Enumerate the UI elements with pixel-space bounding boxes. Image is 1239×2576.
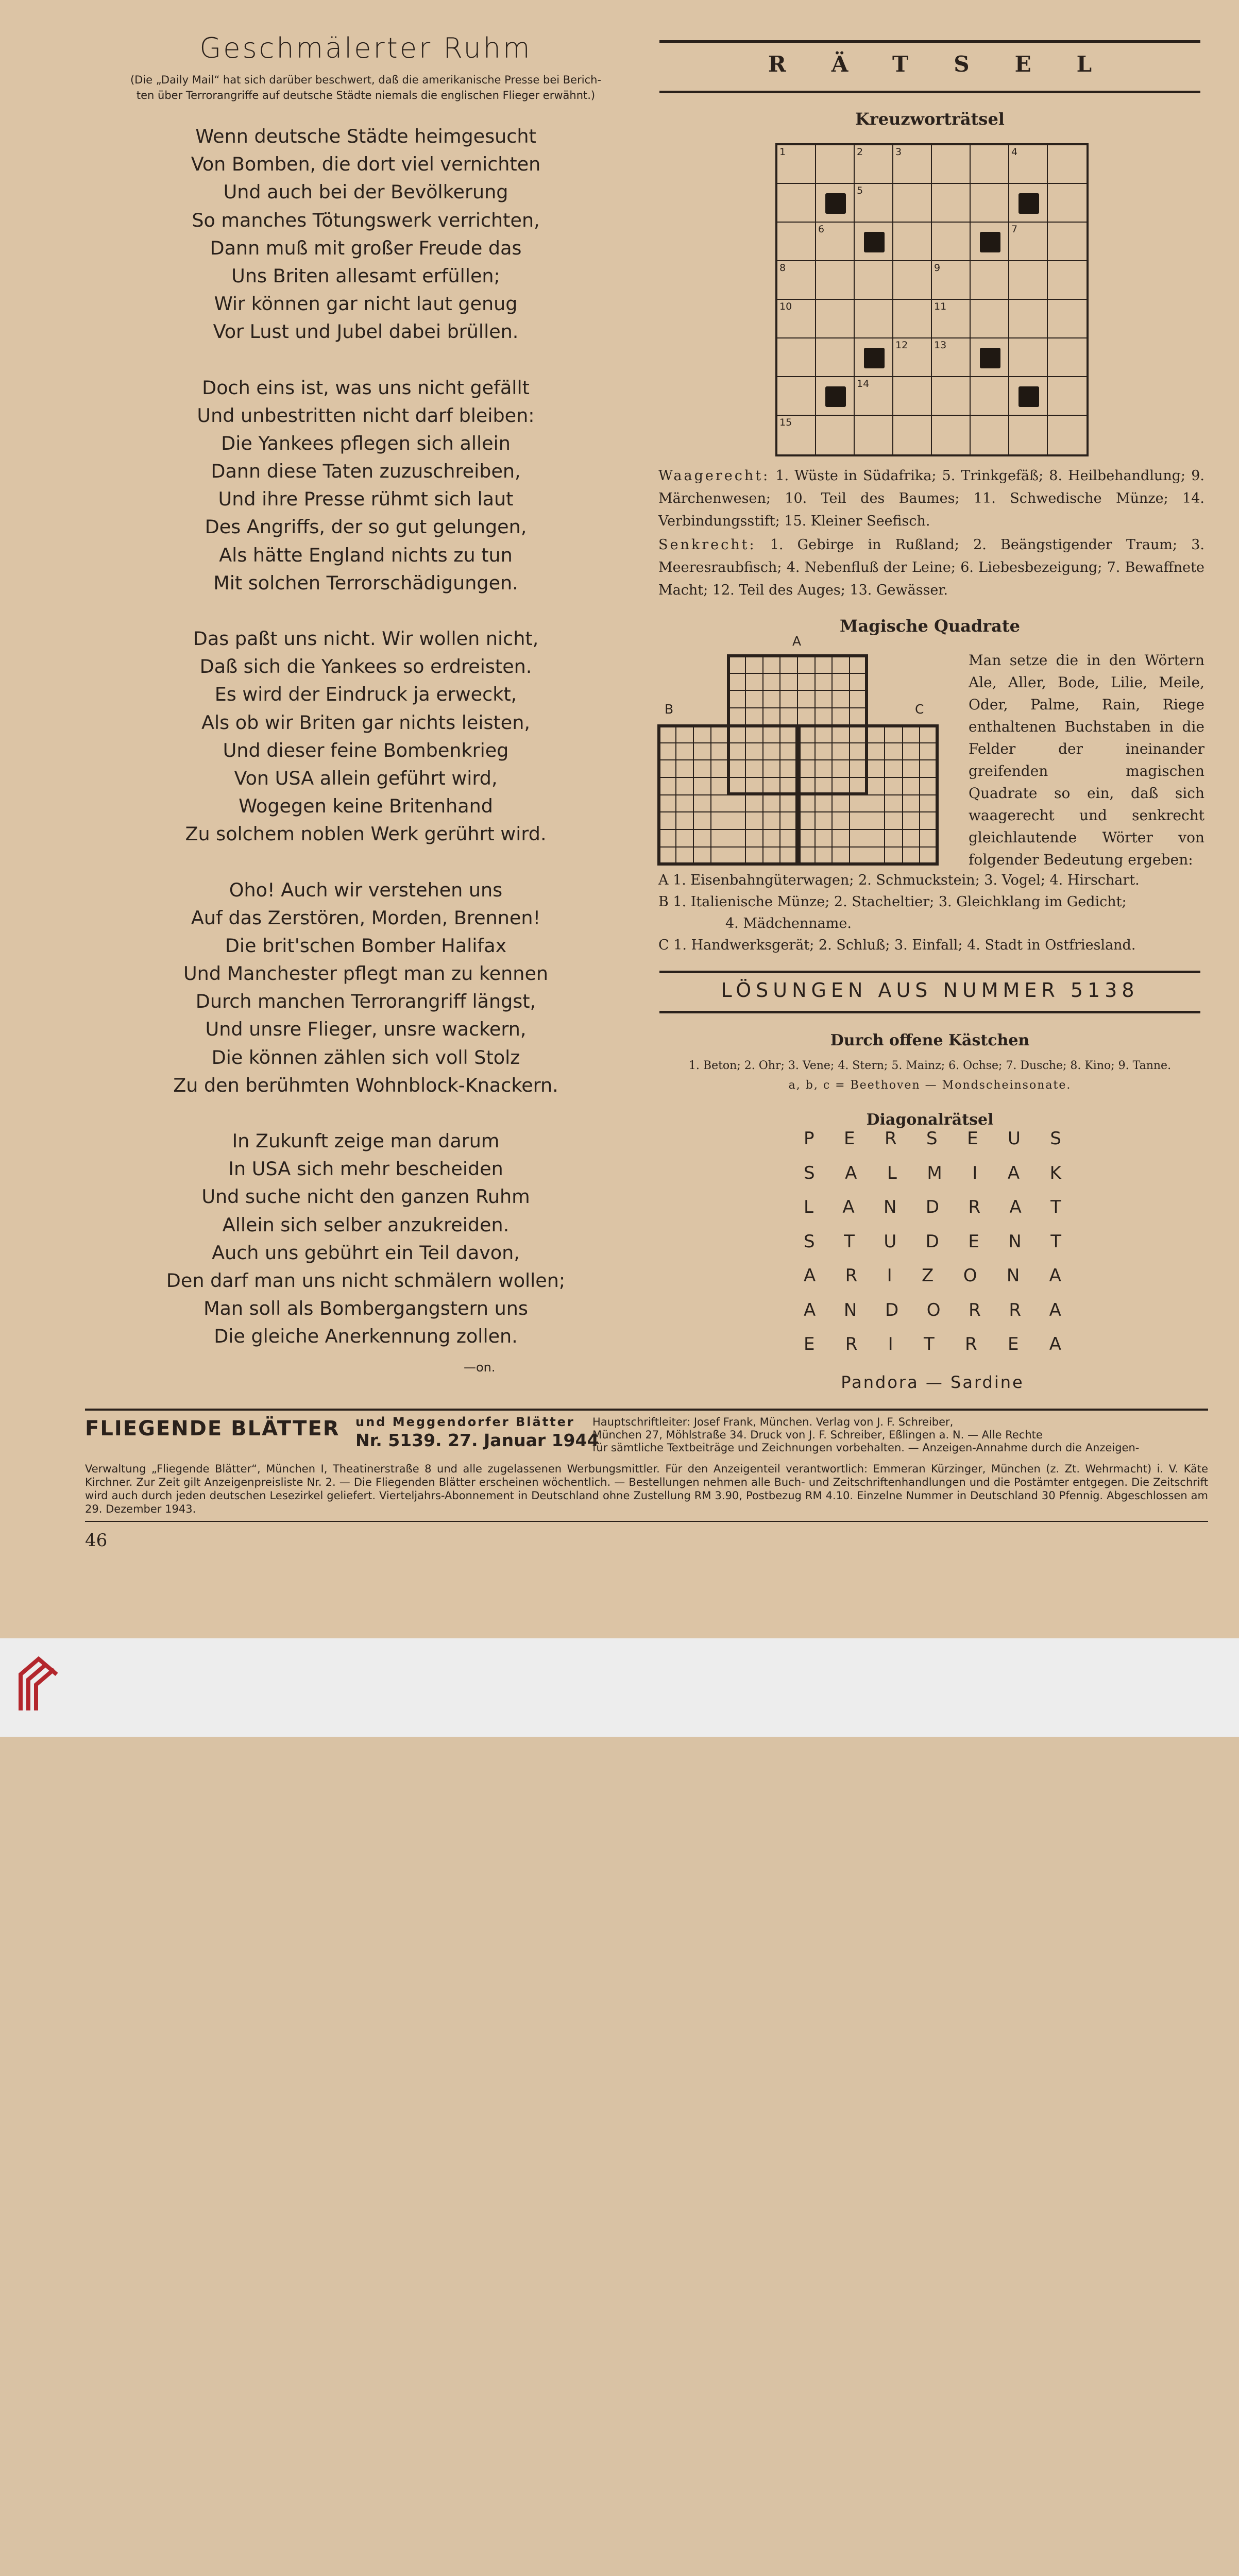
poem-line: Zu den berühmten Wohnblock-Knackern. <box>173 1074 558 1096</box>
crossword-cell[interactable] <box>777 223 816 261</box>
imprint <box>592 1416 1208 1454</box>
diag-answer: Pandora — Sardine <box>841 1372 1024 1392</box>
crossword-cell[interactable] <box>816 377 855 416</box>
poem-line: In USA sich mehr bescheiden <box>228 1158 503 1180</box>
crossword-cell[interactable] <box>777 300 816 338</box>
crossword-down-clues <box>658 534 1204 602</box>
crossword-cell[interactable] <box>971 416 1009 454</box>
crossword-cell-number: 15 <box>779 417 792 428</box>
crossword-cell[interactable] <box>893 377 932 416</box>
crossword-cell[interactable] <box>893 416 932 454</box>
crossword-grid[interactable] <box>775 143 1089 456</box>
crossword-cell[interactable] <box>1048 261 1087 300</box>
diag-letter: R <box>1009 1299 1022 1320</box>
crossword-black-square <box>825 386 846 407</box>
poem-line: Uns Briten allesamt erfüllen; <box>231 264 500 287</box>
imprint-line-2: München 27, Möhlstraße 34. Druck von J. F. Schreiber, Eßlingen a. N. — Alle Rechte <box>592 1429 1043 1441</box>
crossword-cell-number: 11 <box>934 301 947 312</box>
crossword-cell[interactable] <box>816 184 855 223</box>
poem-line: Des Angriffs, der so gut gelungen, <box>205 516 527 538</box>
crossword-black-square <box>980 348 1000 368</box>
diag-row <box>804 1197 1061 1231</box>
crossword-cell[interactable] <box>893 300 932 338</box>
poem-line: Und dieser feine Bombenkrieg <box>223 739 509 761</box>
diag-letter: L <box>887 1162 897 1183</box>
diag-letter: I <box>887 1265 892 1286</box>
crossword-cell[interactable] <box>777 145 816 184</box>
crossword-cell[interactable] <box>1048 223 1087 261</box>
raetsel-rule-bottom <box>659 91 1200 93</box>
crossword-cell[interactable] <box>971 223 1009 261</box>
crossword-cell[interactable] <box>1048 338 1087 377</box>
diag-letter: A <box>1049 1265 1061 1286</box>
crossword-cell[interactable] <box>971 300 1009 338</box>
across-text: 1. Wüste in Südafrika; 5. Trinkgefäß; 8. Heilbehandlung; 9. Märchenwesen; 10. Teil des Baumes; 11. Schwedische Münze; 14. Verbindungsstift; 15. Kleiner Seefisch. <box>658 468 1204 529</box>
crossword-cell-number: 10 <box>779 301 792 312</box>
diag-letter: T <box>1050 1197 1061 1217</box>
diag-letter: M <box>927 1162 942 1183</box>
poem-line: Es wird der Eindruck ja erweckt, <box>214 683 517 706</box>
crossword-cell[interactable] <box>855 145 893 184</box>
across-label: Waagerecht: <box>658 468 770 484</box>
crossword-cell-number: 2 <box>857 146 863 158</box>
crossword-cell[interactable] <box>893 261 932 300</box>
diag-letter: U <box>884 1231 897 1252</box>
poem-line: Von Bomben, die dort viel vernichten <box>191 153 541 176</box>
poem-line: Die brit'schen Bomber Halifax <box>225 934 507 957</box>
diag-letter: O <box>963 1265 977 1286</box>
footer-rule <box>85 1409 1208 1411</box>
crossword-cell-number: 3 <box>895 146 902 158</box>
crossword-cell[interactable] <box>816 223 855 261</box>
crossword-cell[interactable] <box>816 300 855 338</box>
diag-letter: R <box>884 1128 897 1149</box>
crossword-cell[interactable] <box>932 377 971 416</box>
crossword-cell[interactable] <box>932 145 971 184</box>
page-number: 46 <box>85 1530 108 1551</box>
diag-letter: A <box>804 1299 816 1320</box>
magic-label-b: B <box>665 702 674 717</box>
poem-line: Und suche nicht den ganzen Ruhm <box>201 1185 530 1208</box>
magic-instructions: Man setze die in den Wörtern Ale, Aller, Bode, Lilie, Meile, Oder, Palme, Rain, Riege enthaltenen Buchstaben in die Felder der ineinander greifenden magischen Quadrate so ein, daß sich waagerecht und senkrecht gleichlautende Wörter von folgender Bedeutung ergeben: <box>969 652 1204 868</box>
diag-letter: D <box>885 1299 899 1320</box>
poem-line: Oho! Auch wir verstehen uns <box>229 878 503 901</box>
crossword-black-square <box>980 232 1000 252</box>
poem-line: Und unsre Flieger, unsre wackern, <box>205 1018 527 1041</box>
diag-letter: L <box>804 1197 813 1217</box>
library-logo-icon <box>15 1654 61 1716</box>
crossword-cell-number: 6 <box>818 224 825 235</box>
poem-line: Die Yankees pflegen sich allein <box>221 432 511 454</box>
poem-subtitle-line-1: (Die „Daily Mail“ hat sich darüber beschwert, daß die amerikanische Presse bei Berich- <box>130 74 602 86</box>
diag-letter: T <box>923 1334 935 1354</box>
crossword-cell[interactable] <box>971 184 1009 223</box>
poem-line: Dann muß mit großer Freude das <box>210 236 522 259</box>
poem-line: Man soll als Bombergangstern uns <box>203 1297 528 1320</box>
poem-subtitle <box>77 72 654 103</box>
crossword-cell[interactable] <box>971 338 1009 377</box>
crossword-cell[interactable] <box>893 184 932 223</box>
crossword-cell[interactable] <box>971 377 1009 416</box>
poem-line: Vor Lust und Jubel dabei brüllen. <box>213 320 519 343</box>
poem-line: Wir können gar nicht laut genug <box>214 293 518 315</box>
diag-letter: A <box>1009 1197 1022 1217</box>
crossword-cell[interactable] <box>932 338 971 377</box>
diag-letter: R <box>845 1265 858 1286</box>
imprint-line-3: für sämtliche Textbeiträge und Zeichnungen vorbehalten. — Anzeigen-Annahme durch die Anzeigen- <box>592 1442 1140 1454</box>
crossword-cell[interactable] <box>855 338 893 377</box>
crossword-cell[interactable] <box>816 145 855 184</box>
crossword-cell[interactable] <box>1048 300 1087 338</box>
crossword-cell[interactable] <box>893 223 932 261</box>
crossword-cell[interactable] <box>777 416 816 454</box>
magic-clue-c: C 1. Handwerksgerät; 2. Schluß; 3. Einfall; 4. Stadt in Ostfriesland. <box>658 937 1136 953</box>
imprint-line-1: Hauptschriftleiter: Josef Frank, München. Verlag von J. F. Schreiber, <box>592 1416 954 1428</box>
poem-stanza <box>77 876 654 1100</box>
magic-heading: Magische Quadrate <box>840 616 1020 636</box>
diag-row <box>804 1128 1061 1163</box>
issue-line: Nr. 5139. 27. Januar 1944 <box>355 1430 599 1450</box>
crossword-cell[interactable] <box>932 416 971 454</box>
footer-rule-bottom <box>85 1521 1208 1522</box>
crossword-cell[interactable] <box>855 377 893 416</box>
diag-letter: N <box>884 1197 897 1217</box>
crossword-cell[interactable] <box>1009 300 1048 338</box>
loesungen-heading: LÖSUNGEN AUS NUMMER 5138 <box>721 979 1139 1002</box>
crossword-heading: Kreuzworträtsel <box>855 109 1005 129</box>
crossword-cell[interactable] <box>855 261 893 300</box>
diag-letter: D <box>925 1231 939 1252</box>
poem-line: Und Manchester pflegt man zu kennen <box>183 962 549 985</box>
boxes-solution-key: a, b, c = Beethoven — Mondscheinsonate. <box>788 1079 1072 1092</box>
crossword-cell[interactable] <box>1009 145 1048 184</box>
poem-line: Und unbestritten nicht darf bleiben: <box>197 404 535 427</box>
magic-clue-b: B 1. Italienische Münze; 2. Stacheltier; 3. Gleichklang im Gedicht; <box>658 894 1127 910</box>
raetsel-heading: RÄTSEL <box>768 52 1138 77</box>
crossword-cell[interactable] <box>893 145 932 184</box>
crossword-cell[interactable] <box>1048 184 1087 223</box>
poem-line: Mit solchen Terrorschädigungen. <box>213 571 518 594</box>
down-label: Senkrecht: <box>658 537 756 553</box>
poem-line: Wogegen keine Britenhand <box>239 795 493 818</box>
poem-line: Dann diese Taten zuzuschreiben, <box>211 460 521 483</box>
diag-letter: N <box>1006 1265 1020 1286</box>
crossword-across-clues <box>658 465 1204 533</box>
boxes-solution: 1. Beton; 2. Ohr; 3. Vene; 4. Stern; 5. Mainz; 6. Ochse; 7. Dusche; 8. Kino; 9. Tanne. <box>688 1059 1172 1072</box>
diag-letter: N <box>1008 1231 1022 1252</box>
poem-line: Und ihre Presse rühmt sich laut <box>218 488 514 511</box>
diag-letter: S <box>926 1128 938 1149</box>
crossword-cell[interactable] <box>893 338 932 377</box>
crossword-cell[interactable] <box>855 184 893 223</box>
diag-letter: R <box>965 1334 977 1354</box>
poem-line: Durch manchen Terrorangriff längst, <box>195 990 536 1013</box>
diag-row <box>804 1231 1061 1266</box>
crossword-cell[interactable] <box>971 145 1009 184</box>
diag-letter: R <box>969 1299 981 1320</box>
down-text: 1. Gebirge in Rußland; 2. Beängstigender Traum; 3. Meeresraubfisch; 4. Nebenfluß der Leine; 6. Liebesbezeigung; 7. Bewaffnete Macht; 12. Teil des Auges; 13. Gewässer. <box>658 537 1204 598</box>
diag-letter: D <box>925 1197 940 1217</box>
poem-line: Den darf man uns nicht schmälern wollen; <box>166 1269 566 1292</box>
diag-row <box>804 1334 1061 1368</box>
poem-signature: —on. <box>464 1360 496 1375</box>
crossword-cell[interactable] <box>816 261 855 300</box>
poem-line: Und auch bei der Bevölkerung <box>223 181 508 204</box>
diag-letter: E <box>1007 1334 1019 1354</box>
diag-letter: S <box>804 1231 815 1252</box>
diag-letter: S <box>804 1162 815 1183</box>
poem-stanza <box>77 625 654 849</box>
poem-stanza <box>77 374 654 598</box>
diag-solution-grid <box>804 1128 1061 1368</box>
poem-stanza <box>77 1127 654 1351</box>
crossword-cell[interactable] <box>777 261 816 300</box>
diag-row <box>804 1265 1061 1300</box>
diag-letter: E <box>843 1128 855 1149</box>
crossword-cell-number: 13 <box>934 340 947 351</box>
magic-clues <box>658 870 1204 956</box>
publication-notes: Verwaltung „Fliegende Blätter“, München I, Theatinerstraße 8 und alle zugelassenen Werbungsmittler. Für den Anzeigenteil verantwortlich: Emmeran Kürzinger, München (z. Zt. Wehrmacht) i. V. Käte Kirchner. Zur Zeit gilt Anzeigenpreisliste Nr. 2. — Die Fliegenden Blätter erscheinen wöchentlich. — Bestellungen nehmen alle Buch- und Zeitschriftenhandlungen und die Postämter entgegen. Die Zeitschrift wird auch durch jeden deutschen Lesezirkel geliefert. Vierteljahrs-Abonnement in Deutschland ohne Zustellung RM 3.90, Postbezug RM 4.10. Einzelne Nummer in Deutschland 30 Pfennig. Abgeschlossen am 29. Dezember 1943. <box>85 1463 1208 1515</box>
diag-letter: R <box>845 1334 858 1354</box>
magazine-subtitle: und Meggendorfer Blätter <box>355 1415 575 1429</box>
diag-letter: E <box>968 1231 979 1252</box>
crossword-cell[interactable] <box>816 416 855 454</box>
raetsel-rule-top <box>659 40 1200 43</box>
poem-body <box>77 123 654 1379</box>
diag-letter: K <box>1049 1162 1061 1183</box>
poem-line: Als hätte England nichts zu tun <box>219 544 513 566</box>
diag-letter: E <box>804 1334 815 1354</box>
magic-squares-grid[interactable] <box>657 652 945 868</box>
diag-letter: A <box>845 1162 857 1183</box>
crossword-cell[interactable] <box>1009 416 1048 454</box>
crossword-cell[interactable] <box>1009 377 1048 416</box>
poem-line: Daß sich die Yankees so erdreisten. <box>199 655 532 678</box>
diag-letter: A <box>1049 1334 1061 1354</box>
viewer-footer-bar <box>0 1638 1239 1737</box>
magic-label-c: C <box>915 702 924 717</box>
crossword-cell[interactable] <box>1009 338 1048 377</box>
diag-row <box>804 1163 1061 1197</box>
diag-letter: E <box>967 1128 978 1149</box>
crossword-cell[interactable] <box>855 416 893 454</box>
crossword-cell[interactable] <box>932 261 971 300</box>
poem-line: Doch eins ist, was uns nicht gefällt <box>202 376 530 399</box>
crossword-cell-number: 9 <box>934 262 941 274</box>
diag-letter: I <box>888 1334 893 1354</box>
magic-clue-b-cont: 4. Mädchenname. <box>725 916 852 931</box>
crossword-cell-number: 7 <box>1011 224 1018 235</box>
crossword-black-square <box>1019 386 1039 407</box>
crossword-black-square <box>1019 193 1039 214</box>
diag-letter: N <box>843 1299 857 1320</box>
boxes-heading: Durch offene Kästchen <box>830 1031 1030 1049</box>
diag-row <box>804 1300 1061 1334</box>
diag-letter: T <box>1050 1231 1061 1252</box>
crossword-black-square <box>864 348 885 368</box>
diag-letter: P <box>804 1128 814 1149</box>
magazine-title: FLIEGENDE BLÄTTER <box>85 1417 340 1440</box>
crossword-cell-number: 8 <box>779 262 786 274</box>
poem-line: Von USA allein geführt wird, <box>234 767 498 789</box>
poem-stanza <box>77 123 654 346</box>
crossword-cell[interactable] <box>971 261 1009 300</box>
diag-letter: A <box>842 1197 855 1217</box>
poem-line: Das paßt uns nicht. Wir wollen nicht, <box>193 628 539 650</box>
crossword-cell[interactable] <box>1048 145 1087 184</box>
poem-line: Die können zählen sich voll Stolz <box>211 1046 520 1069</box>
poem-line: Zu solchem noblen Werk gerührt wird. <box>185 823 547 845</box>
crossword-cell[interactable] <box>932 184 971 223</box>
poem-line: Wenn deutsche Städte heimgesucht <box>195 125 536 147</box>
poem-line: Auch uns gebührt ein Teil davon, <box>212 1241 520 1264</box>
diag-letter: A <box>1049 1299 1061 1320</box>
crossword-cell[interactable] <box>1009 184 1048 223</box>
poem-subtitle-line-2: ten über Terrorangriffe auf deutsche Städte niemals die englischen Flieger erwähnt.) <box>136 89 596 101</box>
crossword-cell[interactable] <box>932 300 971 338</box>
crossword-cell[interactable] <box>1048 416 1087 454</box>
crossword-cell[interactable] <box>932 223 971 261</box>
magic-label-a: A <box>792 634 802 649</box>
diag-letter: A <box>1007 1162 1020 1183</box>
poem-line: Als ob wir Briten gar nichts leisten, <box>201 711 530 734</box>
diag-letter: Z <box>922 1265 934 1286</box>
crossword-cell-number: 1 <box>779 146 786 158</box>
diag-letter: S <box>1050 1128 1061 1149</box>
poem-line: Auf das Zerstören, Morden, Brennen! <box>191 906 541 929</box>
poem-title: Geschmälerter Ruhm <box>199 32 532 64</box>
crossword-cell[interactable] <box>777 184 816 223</box>
crossword-cell-number: 14 <box>857 378 870 389</box>
poem-line: Allein sich selber anzukreiden. <box>222 1213 510 1236</box>
poem-line: In Zukunft zeige man darum <box>232 1130 500 1152</box>
diag-letter: I <box>972 1162 978 1183</box>
crossword-cell[interactable] <box>1009 261 1048 300</box>
crossword-cell[interactable] <box>855 300 893 338</box>
crossword-cell[interactable] <box>816 338 855 377</box>
crossword-cell[interactable] <box>1009 223 1048 261</box>
magic-clue-a: A 1. Eisenbahngüterwagen; 2. Schmuckstein; 3. Vogel; 4. Hirschart. <box>658 872 1140 888</box>
poem-line: So manches Tötungswerk verrichten, <box>192 209 540 231</box>
loesungen-rule-bottom <box>659 1011 1200 1013</box>
diag-letter: A <box>804 1265 816 1286</box>
diag-heading: Diagonalrätsel <box>866 1111 994 1129</box>
crossword-cell-number: 4 <box>1011 146 1018 158</box>
crossword-cell[interactable] <box>777 338 816 377</box>
crossword-cell-number: 12 <box>895 340 908 351</box>
diag-letter: U <box>1008 1128 1021 1149</box>
diag-letter: T <box>844 1231 855 1252</box>
crossword-cell[interactable] <box>1048 377 1087 416</box>
poem-line: Die gleiche Anerkennung zollen. <box>214 1325 518 1348</box>
crossword-cell-number: 5 <box>857 185 863 196</box>
crossword-cell[interactable] <box>777 377 816 416</box>
crossword-black-square <box>864 232 885 252</box>
loesungen-rule-top <box>659 971 1200 973</box>
diag-letter: O <box>926 1299 941 1320</box>
crossword-black-square <box>825 193 846 214</box>
diag-letter: R <box>968 1197 981 1217</box>
crossword-cell[interactable] <box>855 223 893 261</box>
